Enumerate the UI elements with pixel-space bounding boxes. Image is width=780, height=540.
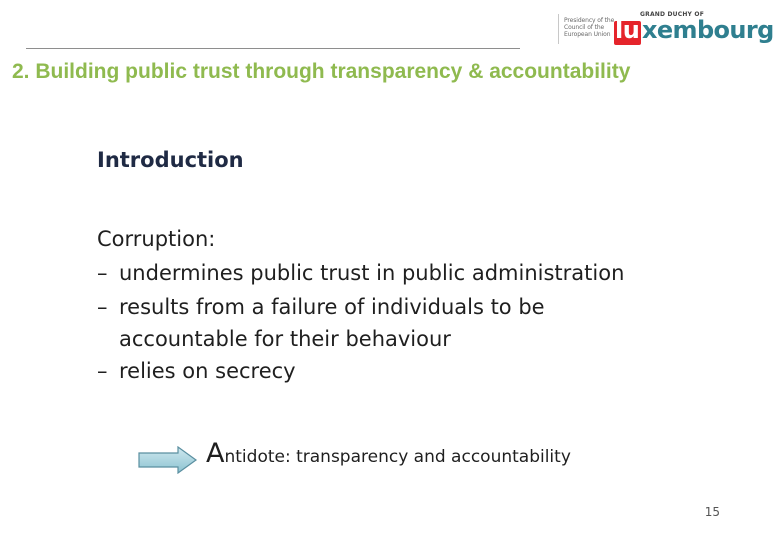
grand-duchy-text: GRAND DUCHY OF — [640, 11, 704, 18]
antidote-text — [206, 438, 571, 469]
corruption-label: Corruption: — [97, 227, 216, 251]
bullet-text-continued: accountable for their behaviour — [119, 327, 451, 351]
header-rule — [26, 48, 520, 49]
bullet-text: undermines public trust in public administration — [119, 261, 625, 285]
bullet-dash: – — [97, 295, 108, 319]
bullet-item — [97, 354, 679, 388]
antidote-rest: ntidote: transparency and accountability — [224, 447, 571, 467]
bullet-dash: – — [97, 261, 108, 285]
bullet-text: relies on secrecy — [119, 359, 296, 383]
bullet-item — [97, 290, 679, 354]
logo-xembourg: xembourg — [642, 16, 774, 44]
bullet-text: results from a failure of individuals to be — [119, 295, 545, 319]
bullet-dash: – — [97, 359, 108, 383]
slide-title: 2. Building public trust through transparency & accountability — [12, 60, 631, 83]
bullet-item — [97, 256, 679, 290]
page-number: 15 — [704, 505, 720, 519]
antidote-initial: A — [206, 438, 225, 469]
luxembourg-presidency-logo — [552, 6, 774, 46]
presidency-text: Presidency of the Council of the European Union — [564, 17, 615, 38]
right-arrow-icon — [138, 446, 198, 474]
logo-lu: lu — [615, 16, 640, 44]
corruption-block — [97, 222, 679, 388]
corruption-bullets — [97, 256, 679, 388]
logo-divider — [558, 14, 559, 44]
intro-heading: Introduction — [97, 148, 244, 172]
